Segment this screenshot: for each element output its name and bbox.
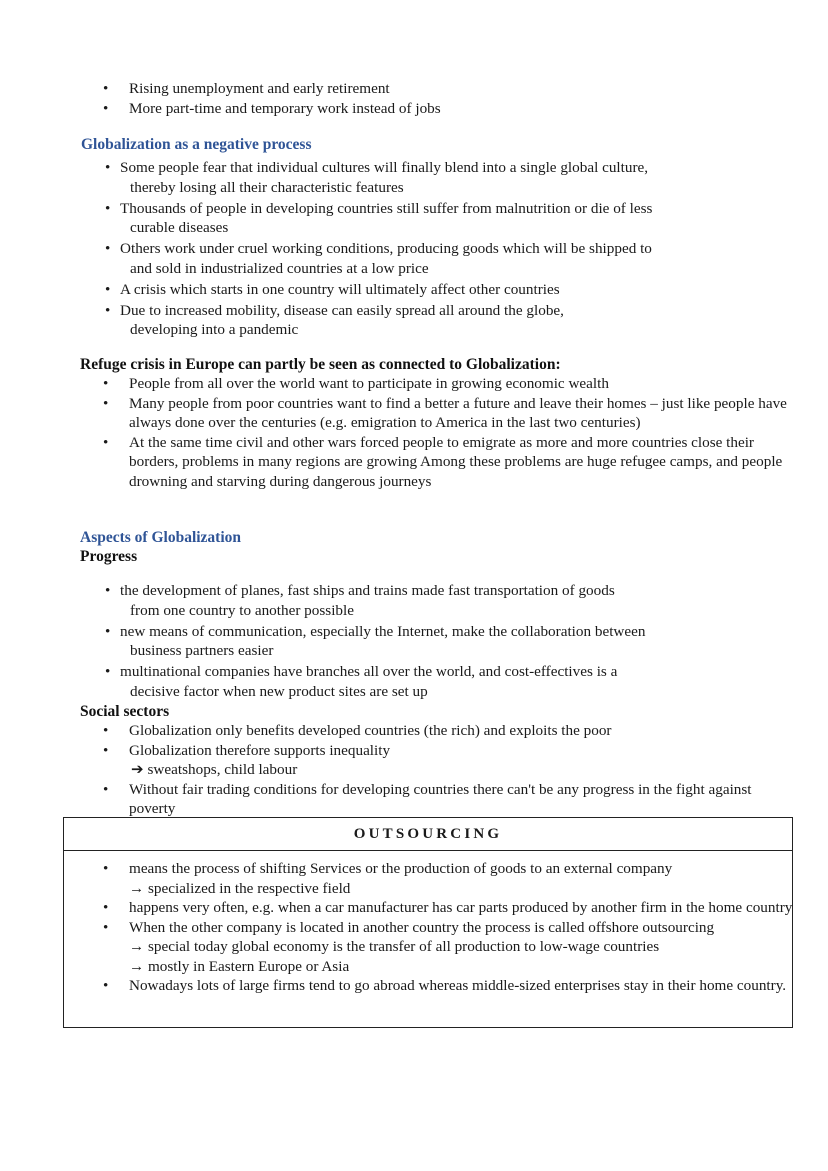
list-item-subpoint: → special today global economy is the transfer of all production to low-wage countries	[129, 938, 660, 955]
list-item-continuation: thereby losing all their characteristic features	[130, 178, 404, 196]
progress-list	[105, 581, 725, 701]
intro-list	[80, 79, 828, 118]
list-item	[103, 433, 801, 492]
bullet-icon: •	[103, 433, 109, 451]
list-item-continuation: business partners easier	[130, 642, 274, 659]
list-item	[103, 898, 809, 918]
bullet-icon: •	[105, 280, 111, 298]
list-item-continuation: decisive factor when new product sites are set up	[130, 682, 428, 700]
list-item-continuation: curable diseases	[130, 219, 229, 236]
list-item-subpoint: ➔ sweatshops, child labour	[131, 761, 298, 778]
list-item	[103, 79, 828, 99]
list-item-text: multinational companies have branches all over the world, and cost-effectives is a	[120, 663, 618, 680]
list-item-continuation: developing into a pandemic	[130, 321, 299, 338]
list-item	[105, 301, 745, 340]
list-item	[103, 976, 809, 996]
list-item-text: People from all over the world want to participate in growing economic wealth	[129, 375, 609, 392]
bullet-icon: •	[105, 622, 111, 640]
list-item-text: Others work under cruel working conditions, producing goods which will be shipped to	[120, 240, 652, 257]
list-item-text: When the other company is located in another country the process is called offshore outsourcing	[129, 918, 715, 936]
bullet-icon: •	[103, 99, 109, 117]
bullet-icon: •	[103, 977, 109, 994]
negative-heading: Globalization as a negative process	[81, 136, 312, 153]
list-item	[105, 581, 725, 620]
bullet-icon: •	[103, 780, 109, 798]
list-item	[103, 721, 799, 741]
bullet-icon: •	[105, 159, 111, 176]
list-item	[103, 859, 809, 898]
social-heading: Social sectors	[80, 703, 170, 720]
refugee-list	[80, 374, 801, 491]
list-item	[103, 780, 799, 819]
bullet-icon: •	[105, 663, 111, 680]
list-item	[103, 741, 799, 780]
list-item-text: means the process of shifting Services or the production of goods to an external company	[129, 860, 673, 877]
list-item-text: Many people from poor countries want to find a better a future and leave their homes – just like people have always done over the centuries (e.g. emigration to America in the last two centuries)	[129, 394, 787, 431]
list-item	[105, 199, 745, 238]
list-item-text: new means of communication, especially the Internet, make the collaboration between	[120, 622, 646, 640]
outsourcing-title: OUTSOURCING	[64, 818, 792, 851]
list-item-text: Rising unemployment and early retirement	[129, 80, 390, 97]
refugee-heading: Refuge crisis in Europe can partly be seen as connected to Globalization:	[80, 356, 561, 373]
bullet-icon: •	[105, 199, 111, 217]
social-list	[80, 721, 799, 819]
bullet-icon: •	[103, 741, 109, 759]
bullet-icon: •	[105, 240, 111, 257]
bullet-icon: •	[103, 375, 109, 392]
bullet-icon: •	[105, 301, 111, 319]
list-item	[105, 662, 725, 701]
list-item	[105, 239, 745, 278]
list-item	[103, 394, 801, 433]
list-item-text: Globalization therefore supports inequality	[129, 741, 391, 759]
list-item-continuation: and sold in industrialized countries at a low price	[130, 259, 429, 277]
list-item-continuation: from one country to another possible	[130, 601, 354, 619]
list-item-text: Without fair trading conditions for developing countries there can't be any progress in the fight against poverty	[129, 780, 752, 817]
negative-list	[105, 158, 745, 340]
list-item-text: the development of planes, fast ships and trains made fast transportation of goods	[120, 582, 615, 599]
list-item-subpoint: → mostly in Eastern Europe or Asia	[129, 957, 350, 975]
list-item-text: happens very often, e.g. when a car manufacturer has car parts produced by another firm in the home country	[129, 899, 793, 916]
aspects-heading: Aspects of Globalization	[80, 529, 242, 546]
list-item	[103, 374, 801, 394]
list-item-text: Some people fear that individual cultures will finally blend into a single global culture,	[120, 159, 649, 176]
list-item-text: Nowadays lots of large firms tend to go abroad whereas middle-sized enterprises stay in their home country.	[129, 977, 787, 994]
bullet-icon: •	[103, 860, 109, 877]
list-item	[105, 158, 745, 197]
outsourcing-list	[80, 859, 809, 996]
bullet-icon: •	[105, 582, 111, 599]
list-item-text: Due to increased mobility, disease can easily spread all around the globe,	[120, 301, 564, 319]
list-item	[105, 280, 745, 300]
list-item-text: Thousands of people in developing countries still suffer from malnutrition or die of less	[120, 199, 653, 217]
bullet-icon: •	[103, 899, 109, 916]
bullet-icon: •	[103, 722, 109, 739]
list-item-text: At the same time civil and other wars forced people to emigrate as more and more countries close their borders, problems in many regions are growing Among these problems are huge refugee camps, and people drowning and starving during dangerous journeys	[129, 433, 783, 490]
list-item	[103, 99, 828, 119]
list-item-text: A crisis which starts in one country will ultimately affect other countries	[120, 280, 560, 298]
list-item-text: More part-time and temporary work instead of jobs	[129, 99, 441, 117]
list-item	[103, 918, 809, 977]
list-item-text: Globalization only benefits developed countries (the rich) and exploits the poor	[129, 722, 612, 739]
list-item	[105, 622, 725, 661]
list-item-subpoint: → specialized in the respective field	[129, 879, 351, 897]
bullet-icon: •	[103, 394, 109, 412]
bullet-icon: •	[103, 918, 109, 936]
outsourcing-box	[63, 817, 793, 1028]
bullet-icon: •	[103, 80, 109, 97]
progress-heading: Progress	[80, 548, 138, 565]
